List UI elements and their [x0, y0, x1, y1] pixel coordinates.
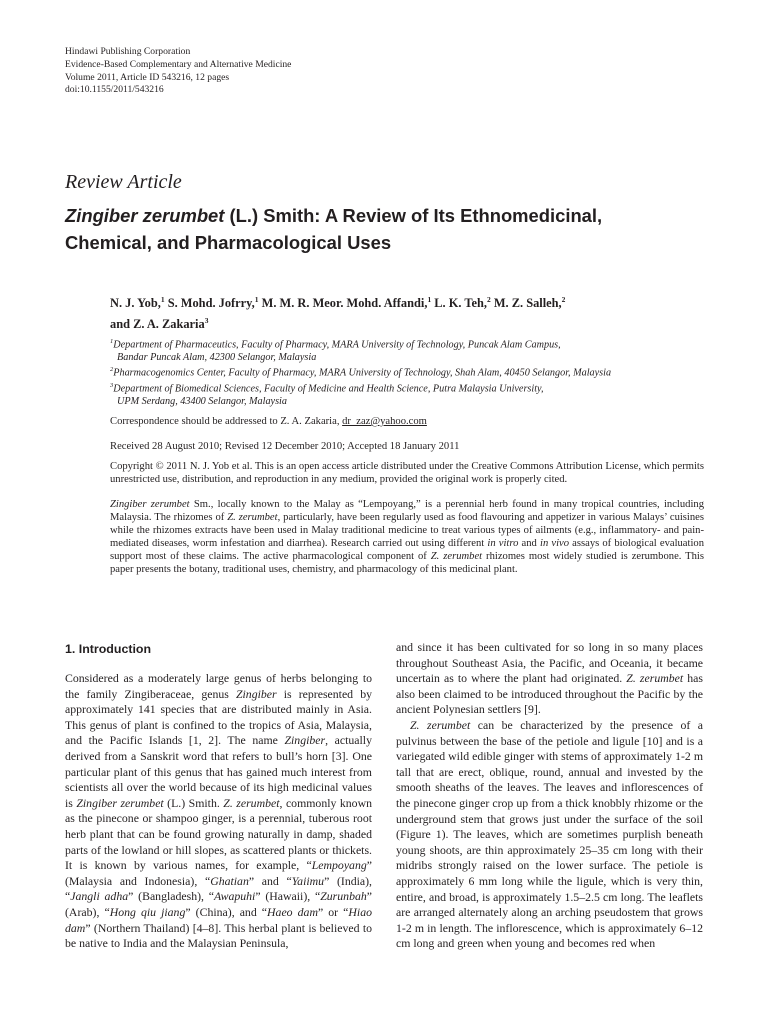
- paragraph: Z. zerumbet can be characterized by the presence of a pulvinus between the base of the petiole and ligule [10] and is a variegated wild edible ginger with stems of approximately 1-2 m tall that are erect, oblique, round, annual and invested by the smooth sheaths of the leaves. The leaves and inflorescences of the pinecone ginger crop up from a thick knobbly rhizome or the underground stem that grows just under the surface of the soil (Figure 1). The leaves, which are sometimes purplish beneath young shoots, are thin approximately 25–35 cm long with their midribs strongly raised on the lower surface. The petiole is approximately 6 mm long while the ligule, which is very thin, entire, and broad, is approximately 1.5–2.5 cm long. The leaflets are arranged alternately along an arching pseudostem that grows 1-2 m in length. The inflorescence, which is approximately 6–12 cm long and green when young and becomes red when: [396, 717, 703, 951]
- author: S. Mohd. Jofrry,$^1$: [167, 295, 259, 311]
- title-line2: Chemical, and Pharmacological Uses: [65, 232, 392, 253]
- publication-dates: Received 28 August 2010; Revised 12 December 2010; Accepted 18 January 2011: [110, 441, 460, 452]
- author: N. J. Yob,$^1$: [110, 295, 165, 311]
- doi-text: doi:10.1155/2011/543216: [65, 84, 164, 96]
- article-type: Review Article: [65, 171, 182, 193]
- affiliation: $^3$Department of Biomedical Sciences, Faculty of Medicine and Health Science, Putra Malaysia University, UPM Serdang, 43400 Selangor, Malaysia: [110, 382, 544, 407]
- author: L. K. Teh,$^2$: [434, 295, 491, 311]
- paragraph: and since it has been cultivated for so long in so many places throughout Southeast Asia, the Pacific, and Oceania, it became uncertain as to where the plant had originated. Z. zerumbet has also been claimed to be introduced throughout the Pacific by the ancient Polynesian settlers [9].: [396, 640, 703, 717]
- author-list: [110, 291, 670, 333]
- figure-link[interactable]: Figure 1: [399, 827, 442, 842]
- affiliation: $^1$Department of Pharmaceutics, Faculty of Pharmacy, MARA University of Technology, Puncak Alam Campus, Bandar Puncak Alam, 42300 Selangor, Malaysia: [110, 338, 561, 363]
- title-rest: (L.) Smith: A Review of Its Ethnomedicinal,: [224, 205, 603, 226]
- correspondence-line: Correspondence should be addressed to Z. A. Zakaria, dr_zaz@yahoo.com: [110, 416, 427, 427]
- intro-right-column: [396, 640, 703, 952]
- title-species: Zingiber zerumbet: [65, 205, 225, 226]
- journal-name: Evidence-Based Complementary and Alternative Medicine: [65, 58, 292, 70]
- paragraph: Considered as a moderately large genus of herbs belonging to the family Zingiberaceae, genus Zingiber is represented by approximately 141 species that are distributed mainly in Asia. This genus of plant is confined to the tropics of Asia, Malaysia, and the Pacific Islands [1, 2]. The name Zingiber, actually derived from a Sanskrit word that refers to bull’s horn [3]. One particular plant of this genus that has gained much interest from scientists all over the world because of its high medicinal values is Zingiber zerumbet (L.) Smith. Z. zerumbet, commonly known as the pinecone or shampoo ginger, is a perennial, tuberous root herb plant that can be found growing naturally in damp, shaded parts of the lowland or hill slopes, as scattered plants or thickets. It is known by various names, for example, “Lempoyang” (Malaysia and Indonesia), “Ghatian” and “Yaiimu” (India), “Jangli adha” (Bangladesh), “Awapuhi” (Hawaii), “Zurunbah” (Arab), “Hong qiu jiang” (China), and “Haeo dam” or “Hiao dam” (Northern Thailand) [4–8]. This herbal plant is believed to be native to India and the Malaysian Peninsula,: [65, 671, 373, 951]
- intro-left-column: [65, 671, 372, 952]
- affiliation-list: [110, 336, 680, 408]
- author: M. M. R. Meor. Mohd. Affandi,$^1$: [261, 295, 432, 311]
- publisher-name: Hindawi Publishing Corporation: [65, 46, 191, 57]
- author: M. Z. Salleh,$^2$: [493, 295, 566, 311]
- journal-header: [65, 46, 291, 97]
- author: and Z. A. Zakaria$^3$: [110, 316, 209, 332]
- affiliation: $^2$Pharmacogenomics Center, Faculty of Pharmacy, MARA University of Technology, Shah Alam, 40450 Selangor, Malaysia: [110, 366, 612, 379]
- article-title: [65, 202, 705, 256]
- correspondence-email[interactable]: dr_zaz@yahoo.com: [342, 416, 427, 427]
- copyright-notice: Copyright © 2011 N. J. Yob et al. This is an open access article distributed under the Creative Commons Attribution License, which permits unrestricted use, distribution, and reproduction in any medium, provided the original work is properly cited.: [110, 461, 704, 485]
- abstract: Zingiber zerumbet Sm., locally known to the Malay as “Lempoyang,” is a perennial herb found in many tropical countries, including Malaysia. The rhizomes of Z. zerumbet, particularly, have been regularly used as food flavouring and appetizer in various Malays’ cuisines while the rhizomes extracts have been used in Malay traditional medicine to treat various types of ailments (e.g., inflammatory- and pain-mediated diseases, worm infestation and diarrhea). Research carried out using different in vitro and in vivo assays of biological evaluation support most of these claims. The active pharmacological component of Z. zerumbet rhizomes most widely studied is zerumbone. This paper presents the botany, traditional uses, chemistry, and pharmacology of this medicinal plant.: [110, 499, 705, 575]
- section-heading: 1. Introduction: [65, 642, 152, 656]
- volume-info: Volume 2011, Article ID 543216, 12 pages: [65, 71, 230, 83]
